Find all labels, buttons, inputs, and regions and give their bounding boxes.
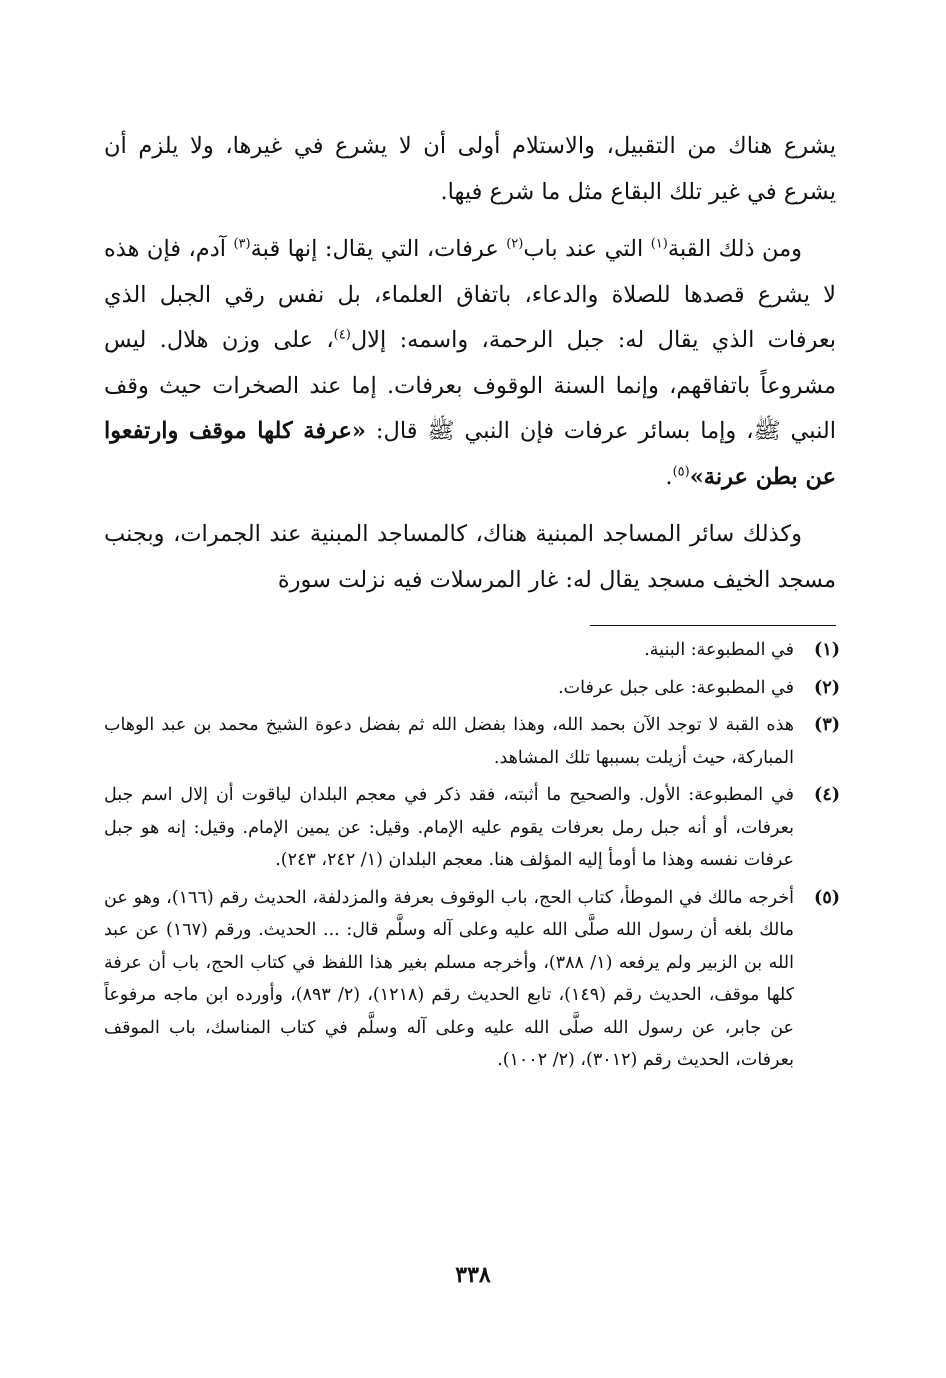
main-text (104, 124, 836, 615)
footnote-number: (١) (814, 640, 840, 660)
paragraph-2-text-2: التي عند باب (523, 236, 651, 262)
footnotes-section (104, 634, 840, 1082)
footnote-ref-5[interactable]: (٥) (672, 464, 690, 479)
footnote-text: في المطبوعة: الأول. والصحيح ما أثبته، فقد ذكر في معجم البلدان لياقوت أن إلال اسم جبل بعرفات، أو أنه جبل رمل بعرفات يقوم عليه الإمام. وقيل: عن يمين الإمام. وقيل: إنه هو جبل عرفات نفسه وهذا ما أومأ إليه المؤلف هنا. معجم البلدان (١/ ٢٤٢، ٢٤٣). (104, 785, 794, 870)
footnote-text: في المطبوعة: على جبل عرفات. (558, 677, 794, 698)
footnote-number: (٣) (814, 715, 840, 735)
paragraph-2-text-5: ، على وزن هلال. ليس مشروعاً باتفاقهم، وإنما السنة الوقوف بعرفات. إما عند الصخرات حيث وقف النبي ﷺ، وإما بسائر عرفات فإن النبي ﷺ قال: (104, 327, 836, 444)
paragraph-3: وكذلك سائر المساجد المبنية هناك، كالمساجد المبنية عند الجمرات، وبجنب مسجد الخيف مسجد يقال له: غار المرسلات فيه نزلت سورة (104, 521, 836, 593)
footnote-number: (٥) (814, 887, 840, 908)
footnote-text: أخرجه مالك في الموطأ، كتاب الحج، باب الوقوف بعرفة والمزدلفة، الحديث رقم (١٦٦)، وهو عن مالك بلغه أن رسول الله صلَّى الله عليه وعلى آله وسلَّم قال: ... الحديث. ورقم (١٦٧) عن عبد الله بن الزبير ولم يرفعه (١/ ٣٨٨)، وأخرجه مسلم بغير هذا اللفظ في كتاب الحج، باب أن عرفة كلها موقف، الحديث رقم (١٤٩)، تابع الحديث رقم (١٢١٨)، (٢/ ٨٩٣)، وأورده ابن ماجه مرفوعاً عن جابر، عن رسول الله صلَّى الله عليه وعلى آله وسلَّم في كتاب المناسك، باب الموقف بعرفات، الحديث رقم (٣٠١٢)، (٢/ ١٠٠٢). (104, 887, 795, 1070)
footnote-number: (٢) (814, 677, 840, 698)
footnote-ref-4[interactable]: (٤) (333, 327, 351, 343)
footnote-ref-2[interactable]: (٢) (506, 236, 524, 252)
paragraph-2-text-3: عرفات، التي يقال: إنها قبة (250, 236, 507, 262)
footnote-4 (104, 779, 840, 877)
paragraph-2-text-6: . (665, 463, 673, 490)
footnote-ref-1[interactable]: (١) (650, 236, 668, 252)
footnote-text: هذه القبة لا توجد الآن بحمد الله، وهذا بفضل الله ثم بفضل دعوة الشيخ محمد بن عبد الوهاب المباركة، حيث أزيلت بسببها تلك المشاهد. (104, 715, 794, 768)
footnote-separator (590, 625, 836, 626)
footnote-2 (104, 672, 840, 705)
paragraph-2-text-1: ومن ذلك القبة (667, 236, 803, 262)
paragraph-2 (104, 227, 836, 500)
footnote-ref-3[interactable]: (٣) (233, 236, 251, 252)
footnote-text: في المطبوعة: البنية. (644, 640, 794, 660)
footnote-3 (104, 709, 840, 774)
footnote-5 (104, 882, 840, 1077)
hadith-quote: «عرفة كلها موقف وارتفعوا عن بطن عرنة» (104, 418, 836, 490)
paragraph-2-text-4: آدم، فإن هذه لا يشرع قصدها للصلاة والدعاء، باتفاق العلماء، بل نفس رقي الجبل الذي بعرفات الذي يقال له: جبل الرحمة، واسمه: إلال (104, 236, 836, 353)
footnote-number: (٤) (814, 785, 840, 805)
page-number: ٣٣٨ (455, 1262, 491, 1288)
footnote-1 (104, 634, 840, 667)
paragraph-1: يشرع هناك من التقبيل، والاستلام أولى أن لا يشرع في غيرها، ولا يلزم أن يشرع في غير تلك البقاع مثل ما شرع فيها. (104, 133, 836, 205)
